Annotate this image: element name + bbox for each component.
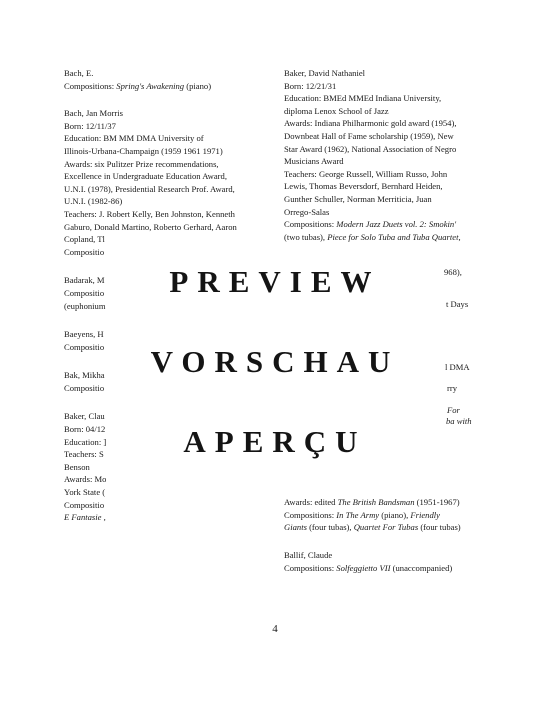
right-fragment: t Days	[446, 299, 469, 309]
right-fragment: rry	[447, 383, 458, 393]
entry-line: Baker, Clau	[64, 411, 105, 422]
entry-line: Bach, E.	[64, 68, 94, 78]
entry-line: Compositio	[64, 287, 105, 298]
entry-line: Teachers: J. Robert Kelly, Ben Johnston, Kenneth	[64, 208, 235, 219]
entry-line: Excellence in Undergraduate Education Award,	[64, 171, 227, 182]
entry-line: Born: 12/21/31	[284, 80, 337, 91]
watermark-apercu: APERÇU	[183, 424, 367, 459]
entry-line: Awards: Mo	[64, 474, 107, 485]
entry-line: Compositions: Spring's Awakening (piano)	[64, 80, 212, 91]
entry-line: Copland, Tl	[64, 234, 105, 245]
entry-line: Compositio	[64, 246, 105, 257]
entry-line: Giants (four tubas), Quartet For Tubas (four tubas)	[284, 522, 461, 533]
entry-line: Education: ]	[64, 436, 107, 447]
entry-line: Downbeat Hall of Fame scholarship (1959), New	[284, 130, 454, 141]
entry-line: Illinois-Urbana-Champaign (1959 1961 1971)	[64, 145, 223, 156]
entry-baker-david	[284, 67, 484, 243]
entry-line: Awards: edited The British Bandsman (1951-1967)	[284, 497, 460, 507]
entry-line: Compositio	[64, 341, 105, 352]
right-fragment: ba with	[446, 416, 472, 426]
watermark-preview: PREVIEW	[169, 264, 381, 299]
entry-bach-e	[64, 67, 252, 92]
entry-line: Benson	[64, 461, 90, 472]
entry-line: Compositions: In The Army (piano), Friendly	[284, 509, 440, 520]
entry-line: E Fantasie ,	[64, 512, 106, 523]
right-fragment: For	[447, 405, 460, 415]
entry-awards-british-bandsman	[284, 496, 494, 534]
entry-line: U.N.I. (1978), Presidential Research Prof. Award,	[64, 183, 235, 194]
entry-line: Gaburo, Donald Martino, Roberto Gerhard, Aaron	[64, 221, 237, 232]
right-column	[284, 67, 484, 258]
entry-line: Lewis, Thomas Beversdorf, Bernhard Heiden,	[284, 181, 443, 192]
entry-line: Born: 12/11/37	[64, 120, 116, 131]
entry-line: diploma Lenox School of Jazz	[284, 105, 389, 116]
entry-line: Compositions: Modern Jazz Duets vol. 2: Smokin'	[284, 219, 457, 230]
entry-line: Bak, Mikha	[64, 370, 105, 381]
entry-line: York State (	[64, 487, 106, 498]
entry-line: Bach, Jan Morris	[64, 108, 123, 119]
entry-line: Awards: Indiana Philharmonic gold award (1954),	[284, 118, 457, 129]
entry-line: U.N.I. (1982-86)	[64, 196, 123, 207]
entry-line: Compositio	[64, 499, 105, 510]
right-fragment: l DMA	[445, 362, 470, 372]
entry-line: Musicians Award	[284, 156, 344, 167]
entry-line: Compositio	[64, 382, 105, 393]
entry-line: Baker, David Nathaniel	[284, 68, 366, 78]
entry-line: (two tubas), Piece for Solo Tuba and Tuba Quartet,	[284, 231, 461, 242]
entry-line: Orrego-Salas	[284, 206, 330, 217]
entry-line: Education: BM MM DMA University of	[64, 133, 204, 144]
entry-line: Gunther Schuller, Norman Merriticia, Juan	[284, 193, 432, 204]
entry-line: Teachers: George Russell, William Russo, John	[284, 168, 448, 179]
entry-bach-jan-morris	[64, 107, 252, 258]
watermark-vorschau: VORSCHAU	[150, 344, 400, 379]
entry-ballif	[284, 549, 494, 574]
entry-line: Ballif, Claude	[284, 550, 333, 560]
entry-line: Born: 04/12	[64, 424, 106, 435]
right-fragment: 968),	[444, 267, 462, 277]
entry-line: Baeyens, H	[64, 329, 104, 340]
entry-line: Compositions: Solfeggietto VII (unaccompanied)	[284, 562, 453, 573]
page-number: 4	[272, 623, 278, 635]
entry-line: Star Award (1962), National Association of Negro	[284, 143, 457, 154]
entry-line: (euphonium	[64, 300, 106, 311]
entry-line: Awards: six Pulitzer Prize recommendations,	[64, 158, 219, 169]
entry-line: Education: BMEd MMEd Indiana University,	[284, 93, 442, 104]
entry-line: Teachers: S	[64, 449, 104, 460]
entry-line: Badarak, M	[64, 275, 105, 286]
